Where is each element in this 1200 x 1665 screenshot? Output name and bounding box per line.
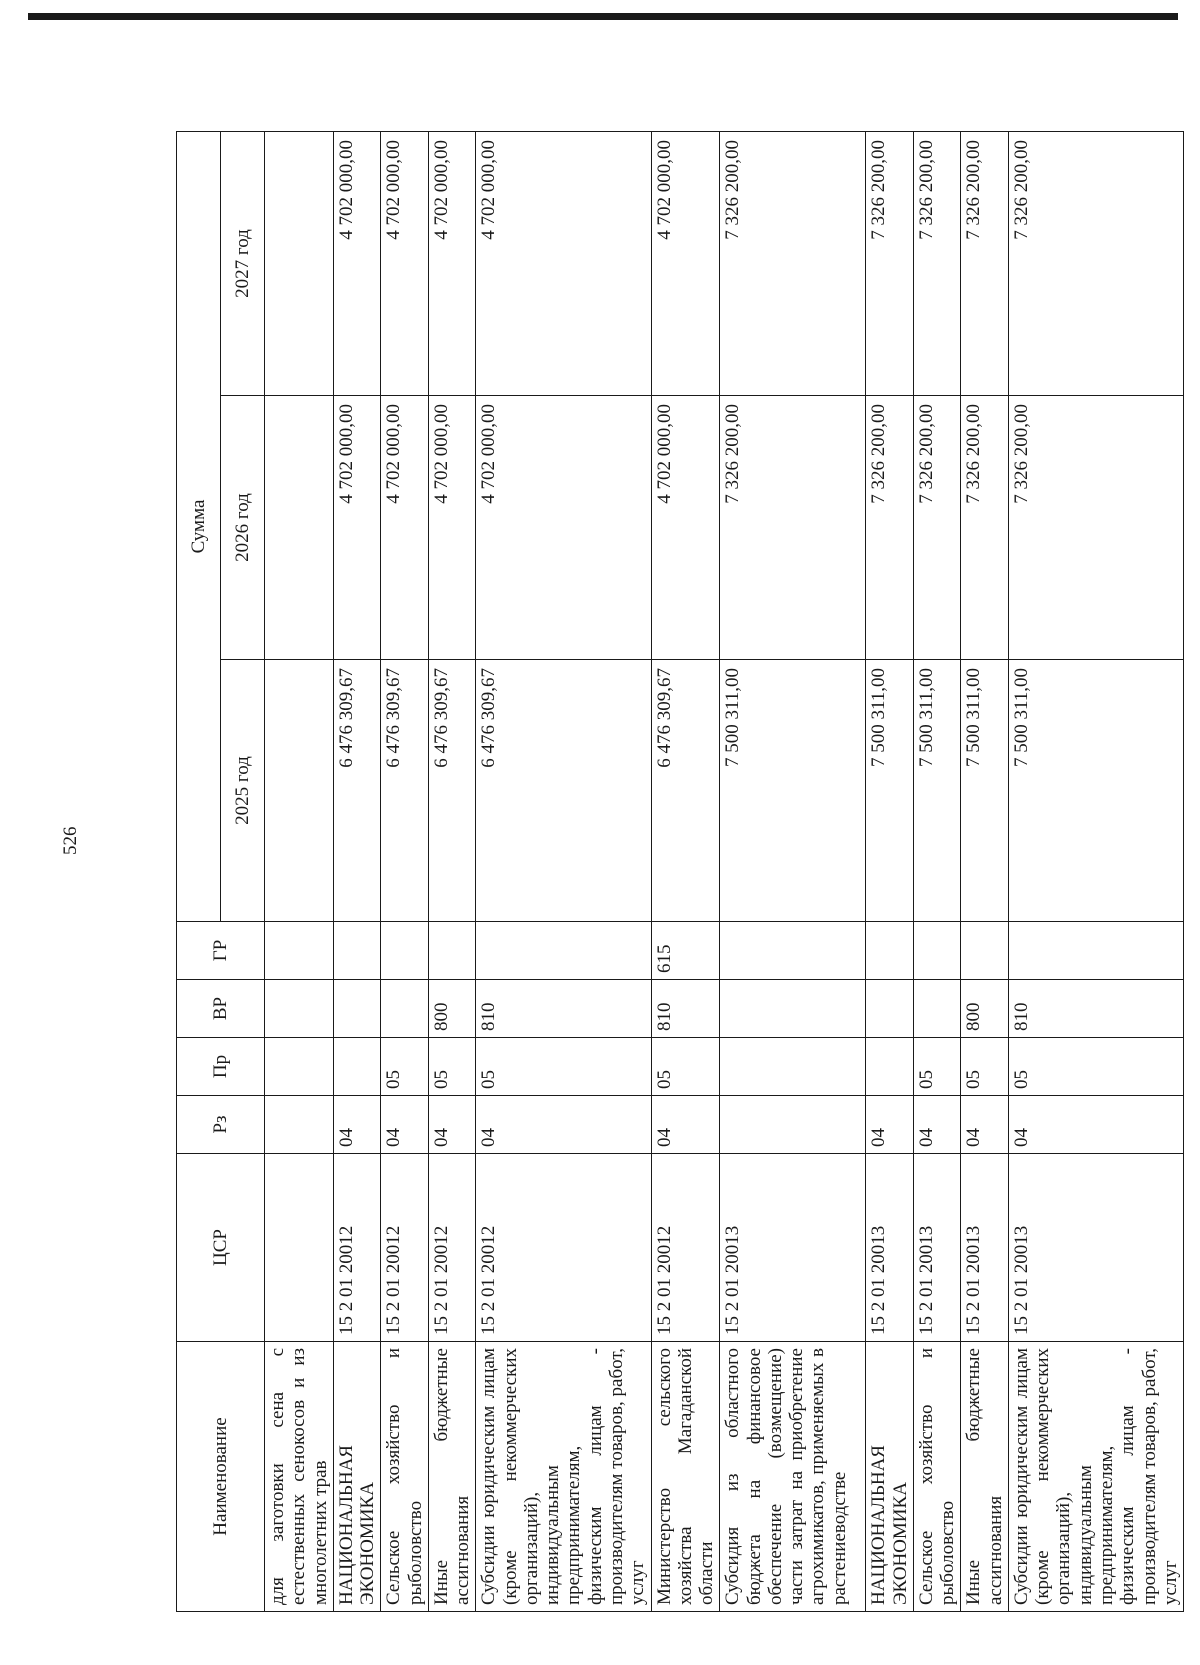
cell-gr: 615 bbox=[651, 922, 720, 980]
header-name: Наименование bbox=[177, 1342, 265, 1612]
cell-csr: 15 2 01 20013 bbox=[961, 1154, 1009, 1342]
cell-csr: 15 2 01 20013 bbox=[866, 1154, 914, 1342]
cell-rz: 04 bbox=[961, 1096, 1009, 1154]
cell-2025: 6 476 309,67 bbox=[476, 660, 651, 922]
table-row bbox=[476, 131, 651, 1611]
cell-gr bbox=[1008, 922, 1183, 980]
cell-rz bbox=[265, 1096, 334, 1154]
cell-2025: 6 476 309,67 bbox=[428, 660, 476, 922]
cell-2026: 7 326 200,00 bbox=[720, 396, 866, 660]
table-row bbox=[428, 131, 476, 1611]
cell-vr: 800 bbox=[428, 980, 476, 1038]
table-row bbox=[913, 131, 961, 1611]
header-vr: ВР bbox=[177, 980, 265, 1038]
cell-csr: 15 2 01 20012 bbox=[333, 1154, 381, 1342]
cell-gr bbox=[333, 922, 381, 980]
table-row bbox=[265, 131, 334, 1611]
cell-rz: 04 bbox=[1008, 1096, 1183, 1154]
header-2027: 2027 год bbox=[221, 131, 265, 395]
cell-csr: 15 2 01 20012 bbox=[651, 1154, 720, 1342]
cell-name: Иные бюджетные ассигнования bbox=[961, 1342, 1009, 1612]
cell-2027: 4 702 000,00 bbox=[381, 131, 429, 395]
cell-name: Субсидия из областного бюджета на финансовое обеспечение (возмещение) части затрат на приобретение агрохимикатов, применяемых в растениеводстве bbox=[720, 1342, 866, 1612]
cell-name: Иные бюджетные ассигнования bbox=[428, 1342, 476, 1612]
cell-pr bbox=[866, 1038, 914, 1096]
cell-vr: 800 bbox=[961, 980, 1009, 1038]
cell-gr bbox=[476, 922, 651, 980]
cell-2026: 7 326 200,00 bbox=[866, 396, 914, 660]
cell-pr: 05 bbox=[651, 1038, 720, 1096]
cell-gr bbox=[720, 922, 866, 980]
cell-pr: 05 bbox=[381, 1038, 429, 1096]
cell-csr: 15 2 01 20012 bbox=[428, 1154, 476, 1342]
cell-2027: 7 326 200,00 bbox=[720, 131, 866, 395]
cell-name: Сельское хозяйство и рыболовство bbox=[381, 1342, 429, 1612]
cell-csr bbox=[265, 1154, 334, 1342]
cell-rz: 04 bbox=[333, 1096, 381, 1154]
cell-vr bbox=[913, 980, 961, 1038]
budget-table-rotated bbox=[176, 132, 1181, 1612]
cell-name: Министерство сельского хозяйства Магаданской области bbox=[651, 1342, 720, 1612]
header-2026: 2026 год bbox=[221, 396, 265, 660]
cell-rz: 04 bbox=[476, 1096, 651, 1154]
page-number: 526 bbox=[60, 826, 81, 855]
cell-csr: 15 2 01 20012 bbox=[476, 1154, 651, 1342]
cell-name: для заготовки сена с естественных сенокосов и из многолетних трав bbox=[265, 1342, 334, 1612]
cell-csr: 15 2 01 20013 bbox=[720, 1154, 866, 1342]
cell-2026: 7 326 200,00 bbox=[1008, 396, 1183, 660]
header-gr: ГР bbox=[177, 922, 265, 980]
cell-vr bbox=[265, 980, 334, 1038]
cell-vr bbox=[866, 980, 914, 1038]
budget-table bbox=[176, 131, 1184, 1612]
cell-vr: 810 bbox=[1008, 980, 1183, 1038]
header-sum: Сумма bbox=[177, 131, 221, 921]
header-csr: ЦСР bbox=[177, 1154, 265, 1342]
cell-pr: 05 bbox=[428, 1038, 476, 1096]
header-pr: Пр bbox=[177, 1038, 265, 1096]
header-rz: Рз bbox=[177, 1096, 265, 1154]
cell-2027: 4 702 000,00 bbox=[333, 131, 381, 395]
cell-rz: 04 bbox=[866, 1096, 914, 1154]
cell-2025: 6 476 309,67 bbox=[333, 660, 381, 922]
cell-rz: 04 bbox=[428, 1096, 476, 1154]
cell-pr bbox=[333, 1038, 381, 1096]
cell-pr: 05 bbox=[913, 1038, 961, 1096]
cell-2027: 7 326 200,00 bbox=[961, 131, 1009, 395]
table-body bbox=[265, 131, 1184, 1611]
cell-2027: 4 702 000,00 bbox=[476, 131, 651, 395]
cell-vr bbox=[381, 980, 429, 1038]
cell-2026: 4 702 000,00 bbox=[428, 396, 476, 660]
cell-pr: 05 bbox=[476, 1038, 651, 1096]
cell-2025: 7 500 311,00 bbox=[1008, 660, 1183, 922]
cell-2025: 7 500 311,00 bbox=[961, 660, 1009, 922]
cell-gr bbox=[913, 922, 961, 980]
cell-2026 bbox=[265, 396, 334, 660]
cell-2025: 7 500 311,00 bbox=[720, 660, 866, 922]
cell-2026: 4 702 000,00 bbox=[476, 396, 651, 660]
cell-rz: 04 bbox=[651, 1096, 720, 1154]
cell-name: НАЦИОНАЛЬНАЯ ЭКОНОМИКА bbox=[333, 1342, 381, 1612]
cell-2027: 4 702 000,00 bbox=[651, 131, 720, 395]
cell-pr: 05 bbox=[961, 1038, 1009, 1096]
table-row bbox=[1008, 131, 1183, 1611]
cell-2026: 4 702 000,00 bbox=[651, 396, 720, 660]
cell-2025: 7 500 311,00 bbox=[913, 660, 961, 922]
cell-csr: 15 2 01 20013 bbox=[913, 1154, 961, 1342]
cell-2026: 7 326 200,00 bbox=[913, 396, 961, 660]
table-row bbox=[866, 131, 914, 1611]
table-row bbox=[381, 131, 429, 1611]
cell-2027: 7 326 200,00 bbox=[1008, 131, 1183, 395]
cell-pr bbox=[265, 1038, 334, 1096]
cell-2026: 4 702 000,00 bbox=[381, 396, 429, 660]
cell-rz bbox=[720, 1096, 866, 1154]
cell-vr bbox=[333, 980, 381, 1038]
cell-rz: 04 bbox=[913, 1096, 961, 1154]
table-row bbox=[651, 131, 720, 1611]
cell-name: НАЦИОНАЛЬНАЯ ЭКОНОМИКА bbox=[866, 1342, 914, 1612]
header-2025: 2025 год bbox=[221, 660, 265, 922]
table-row bbox=[961, 131, 1009, 1611]
cell-2027 bbox=[265, 131, 334, 395]
cell-gr bbox=[428, 922, 476, 980]
cell-2025: 6 476 309,67 bbox=[651, 660, 720, 922]
cell-gr bbox=[961, 922, 1009, 980]
table-row bbox=[720, 131, 866, 1611]
cell-vr: 810 bbox=[476, 980, 651, 1038]
top-rule bbox=[28, 13, 1178, 20]
cell-2025: 6 476 309,67 bbox=[381, 660, 429, 922]
cell-vr: 810 bbox=[651, 980, 720, 1038]
cell-2025: 7 500 311,00 bbox=[866, 660, 914, 922]
table-row bbox=[333, 131, 381, 1611]
cell-2026: 4 702 000,00 bbox=[333, 396, 381, 660]
cell-vr bbox=[720, 980, 866, 1038]
cell-rz: 04 bbox=[381, 1096, 429, 1154]
cell-2027: 7 326 200,00 bbox=[866, 131, 914, 395]
cell-gr bbox=[866, 922, 914, 980]
cell-csr: 15 2 01 20012 bbox=[381, 1154, 429, 1342]
cell-csr: 15 2 01 20013 bbox=[1008, 1154, 1183, 1342]
cell-name: Субсидии юридическим лицам (кроме некоммерческих организаций), индивидуальным предпринимателям, физическим лицам - производителям товаров, работ, услуг bbox=[476, 1342, 651, 1612]
cell-name: Сельское хозяйство и рыболовство bbox=[913, 1342, 961, 1612]
cell-2027: 4 702 000,00 bbox=[428, 131, 476, 395]
cell-2025 bbox=[265, 660, 334, 922]
cell-name: Субсидии юридическим лицам (кроме некоммерческих организаций), индивидуальным предпринимателям, физическим лицам - производителям товаров, работ, услуг bbox=[1008, 1342, 1183, 1612]
cell-pr bbox=[720, 1038, 866, 1096]
cell-2026: 7 326 200,00 bbox=[961, 396, 1009, 660]
cell-pr: 05 bbox=[1008, 1038, 1183, 1096]
cell-2027: 7 326 200,00 bbox=[913, 131, 961, 395]
cell-gr bbox=[381, 922, 429, 980]
table-header bbox=[177, 131, 265, 1611]
cell-gr bbox=[265, 922, 334, 980]
